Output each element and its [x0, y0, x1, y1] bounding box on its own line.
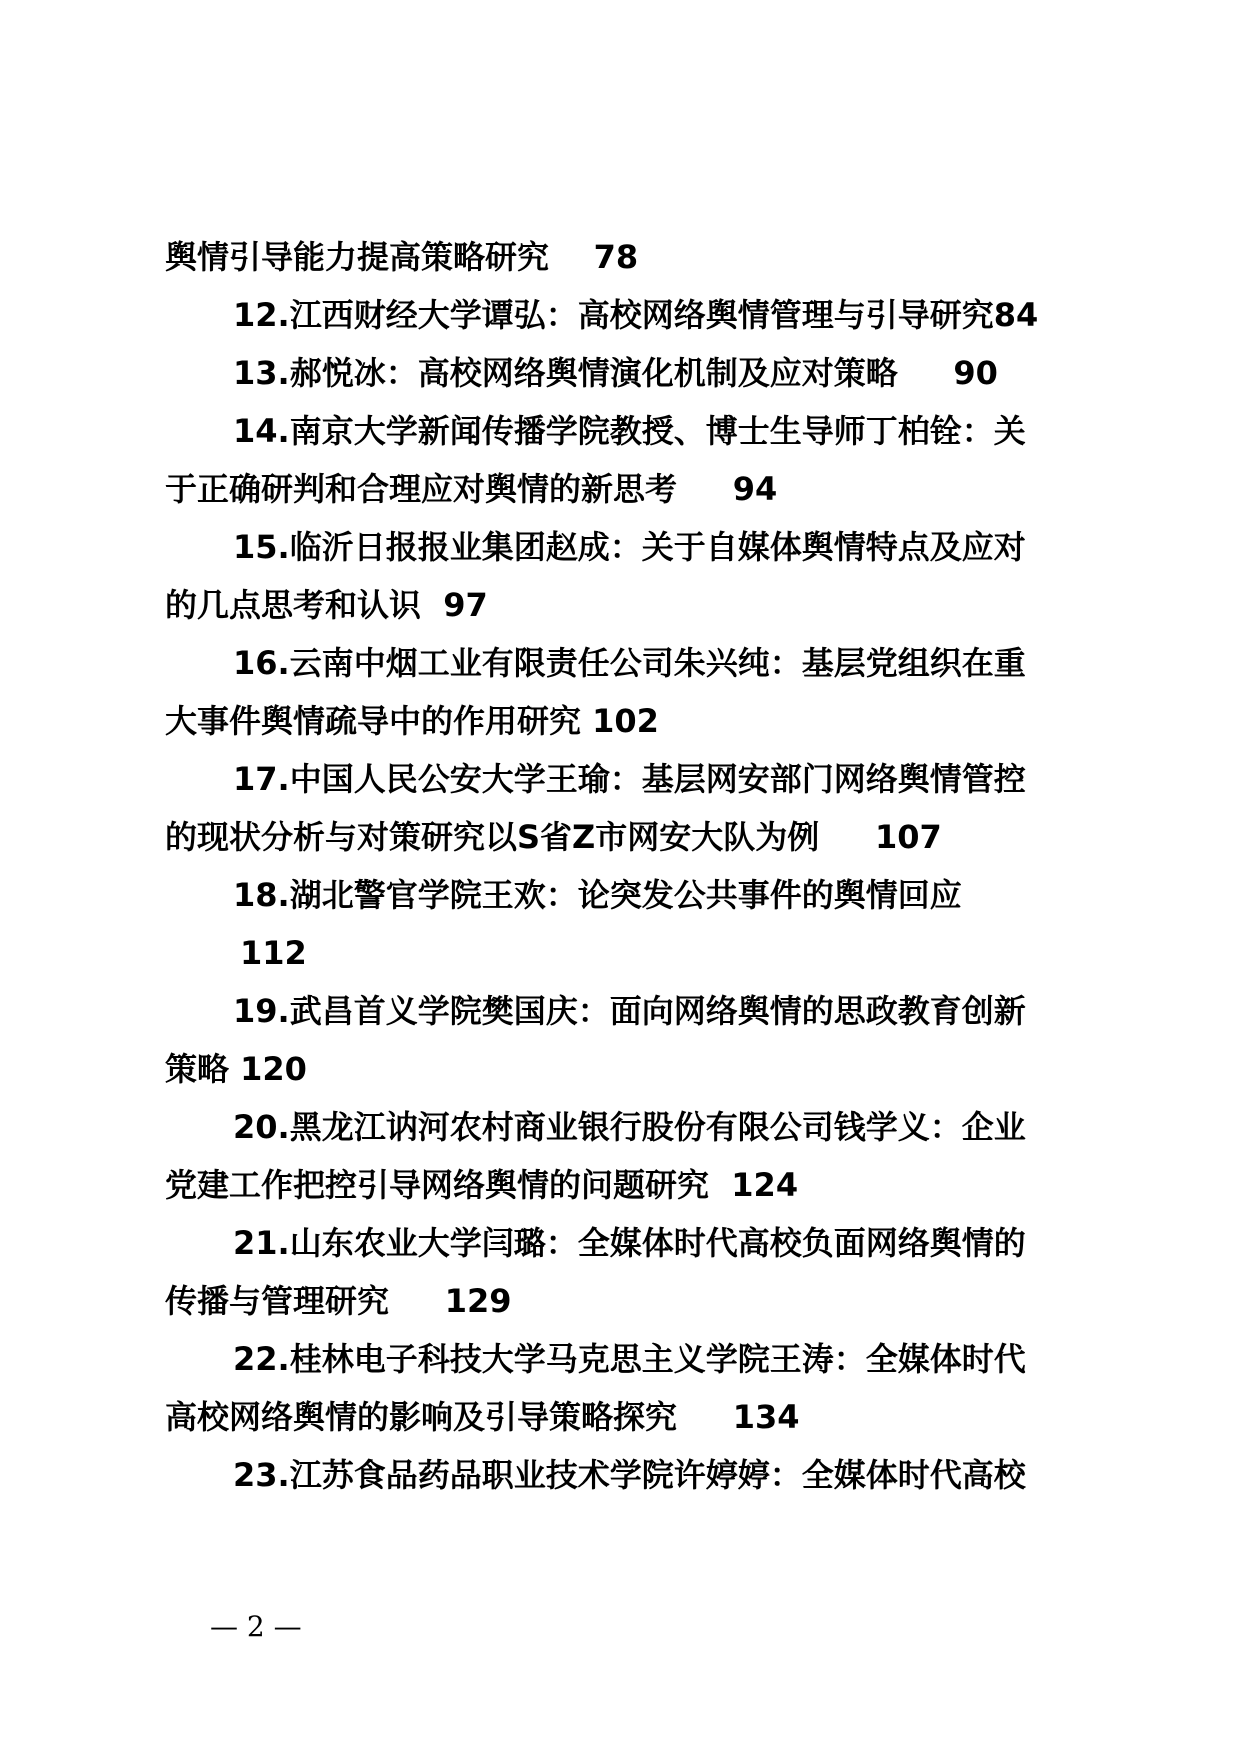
toc-line: 传播与管理研究 129: [165, 1282, 512, 1320]
toc-line: 党建工作把控引导网络舆情的问题研究 124: [165, 1166, 799, 1204]
toc-line: 策略 120: [165, 1050, 307, 1088]
toc-line: 16.云南中烟工业有限责任公司朱兴纯：基层党组织在重: [233, 644, 1026, 682]
toc-line: 15.临沂日报报业集团赵成：关于自媒体舆情特点及应对: [233, 528, 1026, 566]
toc-line: 13.郝悦冰：高校网络舆情演化机制及应对策略 90: [233, 354, 998, 392]
toc-line: 舆情引导能力提高策略研究 78: [165, 238, 639, 276]
toc-line: 的几点思考和认识 97: [165, 586, 488, 624]
toc-line: 18.湖北警官学院王欢：论突发公共事件的舆情回应: [233, 876, 962, 914]
toc-line: 高校网络舆情的影响及引导策略探究 134: [165, 1398, 800, 1436]
toc-line: 的现状分析与对策研究以S省Z市网安大队为例 107: [165, 818, 942, 856]
page-number: — 2 —: [210, 1610, 302, 1643]
toc-line: 19.武昌首义学院樊国庆：面向网络舆情的思政教育创新: [233, 992, 1026, 1030]
toc-line: 112: [240, 934, 307, 972]
toc-line: 14.南京大学新闻传播学院教授、博士生导师丁柏铨：关: [233, 412, 1026, 450]
toc-line: 17.中国人民公安大学王瑜：基层网安部门网络舆情管控: [233, 760, 1026, 798]
toc-line: 12.江西财经大学谭弘：高校网络舆情管理与引导研究84: [233, 296, 1039, 334]
table-of-contents: [165, 228, 1080, 1504]
toc-line: 20.黑龙江讷河农村商业银行股份有限公司钱学义：企业: [233, 1108, 1026, 1146]
toc-line: 大事件舆情疏导中的作用研究 102: [165, 702, 659, 740]
toc-line: 21.山东农业大学闫璐：全媒体时代高校负面网络舆情的: [233, 1224, 1026, 1262]
toc-line: 于正确研判和合理应对舆情的新思考 94: [165, 470, 778, 508]
toc-line: 23.江苏食品药品职业技术学院许婷婷：全媒体时代高校: [233, 1456, 1026, 1494]
toc-line: 22.桂林电子科技大学马克思主义学院王涛：全媒体时代: [233, 1340, 1026, 1378]
